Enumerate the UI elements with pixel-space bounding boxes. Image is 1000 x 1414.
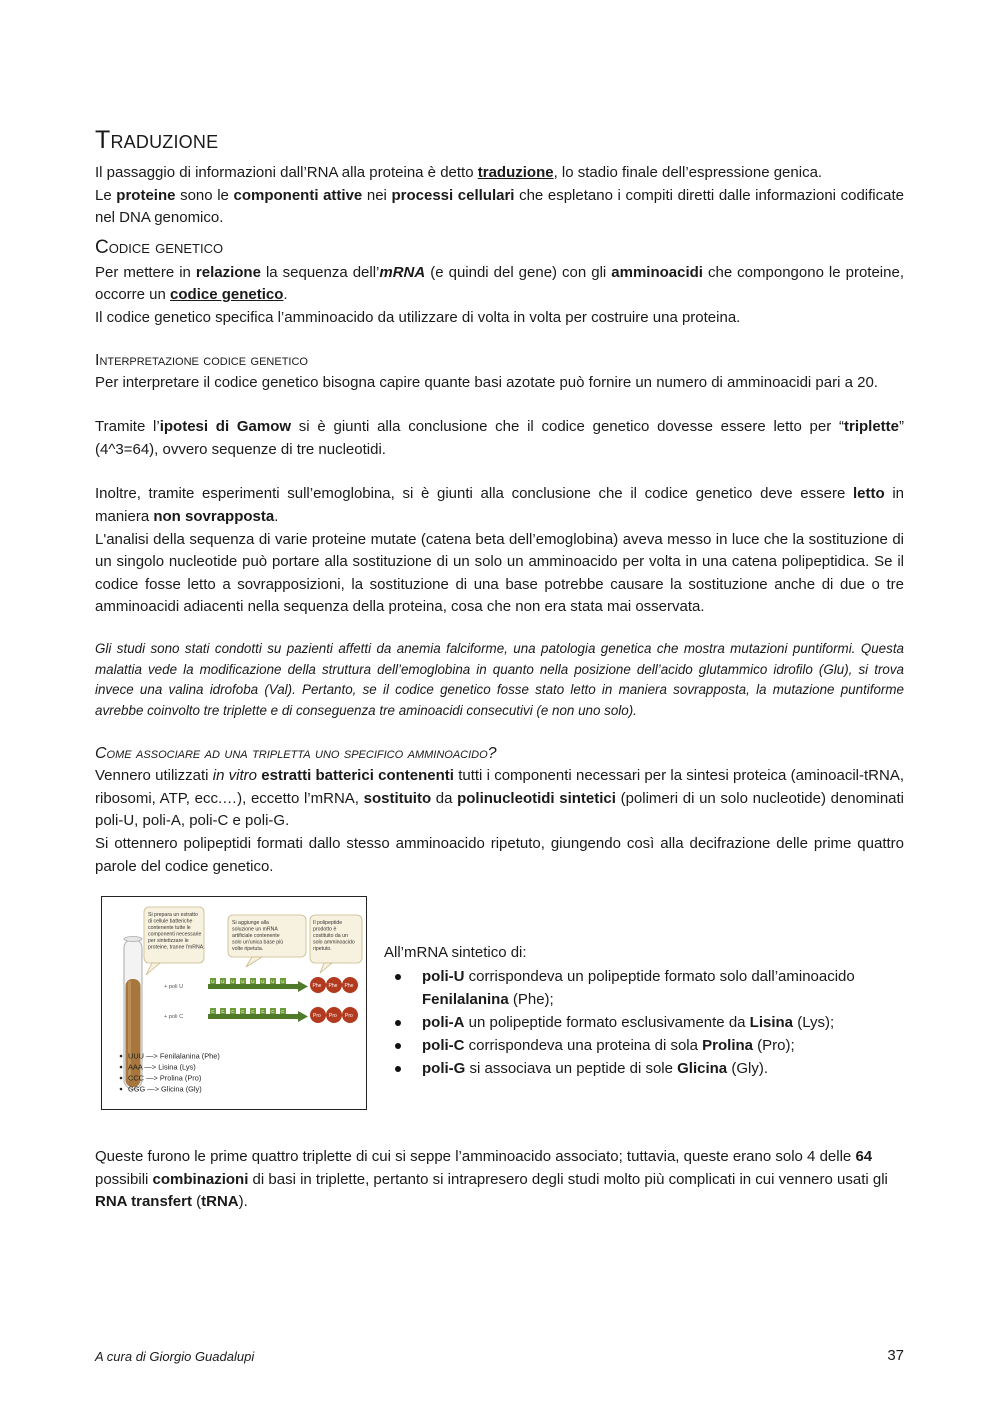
u-base: U (231, 979, 235, 985)
phe-label: Phe (344, 983, 354, 990)
pro-chain (310, 1007, 358, 1023)
phe-label: Phe (312, 983, 322, 990)
bubble-3-line: solo amminoacido (313, 939, 355, 946)
section-heading-associare: Come associare ad una tripletta uno specifico amminoacido? (95, 745, 497, 763)
bubble-2-line: artificiale contenente (232, 933, 280, 940)
c-base: C (241, 1009, 245, 1015)
list-item: poli-G si associava un peptide di sole Glicina (Gly). (384, 1057, 904, 1080)
poli-list (384, 942, 904, 1080)
legend-item: GGG —> Glicina (Gly) (128, 1084, 202, 1094)
bubble-3-line: prodotto è (313, 926, 337, 933)
analisi-paragraph: L'analisi della sequenza di varie proteine mutate (catena beta dell’emoglobina) aveva messo in luce che la sostituzione di un singolo nucleotide può portare alla sostituzione di un solo un amminoacido per volta in una catena polipeptidica. Se il codice fosse letto a sovrapposizioni, la sostituzione di una base potrebbe causare la sostituzione anche di due o tre amminoacidi adiacenti nella sequenza della proteina, cosa che non era stata mai osservata. (95, 530, 904, 616)
bubble-2-line: volte ripetuta. (232, 946, 264, 953)
list-item: poli-A un polipeptide formato esclusivamente da Lisina (Lys); (384, 1011, 904, 1034)
conclusione-paragraph: Queste furono le prime quattro triplette di cui si seppe l’amminoacido associato; tuttavia, queste erano solo 4 delle 64 possibili combinazioni di basi in triplette, pertanto si intrapresero degli studi molto più complicati in cui vennero usati gli RNA transfert (tRNA). (95, 1148, 888, 1211)
u-base: U (221, 979, 225, 985)
codice-paragraph: Per mettere in relazione la sequenza dell’mRNA (e quindi del gene) con gli amminoacidi che compongono le proteine, occorre un codice genetico. (95, 263, 904, 304)
poli-intro: All’mRNA sintetico di: (384, 944, 527, 962)
c-base: C (281, 1009, 285, 1015)
phe-chain (310, 977, 358, 993)
codice-paragraph-2: Il codice genetico specifica l’amminoacido da utilizzare di volta in volta per costruire una proteina. (95, 308, 741, 326)
bubble-1-line: Si prepara un estratto (148, 912, 198, 919)
bubble-1-line: per sintetizzare le (148, 938, 189, 945)
figure-row (95, 890, 904, 1110)
associare-paragraph-1: Vennero utilizzati in vitro estratti batterici contenenti tutti i componenti necessari per la sintesi proteica (aminoacil-tRNA, ribosomi, ATP, ecc.…), eccetto l’mRNA, sostituito da polinucleotidi sintetici (polimeri di un solo nucleotide) denominati poli-U, poli-A, poli-C e poli-G. (95, 767, 905, 830)
legend-item: UUU —> Fenilalanina (Phe) (128, 1051, 220, 1061)
c-base: C (261, 1009, 265, 1015)
u-base: U (251, 979, 255, 985)
list-item: poli-C corrispondeva una proteina di sola Prolina (Pro); (384, 1034, 904, 1057)
bubble-2-line: soluzione un mRNA (232, 926, 278, 933)
label-poli-c: + poli C (164, 1014, 184, 1021)
bubble-3-line: ripetuto. (313, 946, 332, 953)
c-base: C (221, 1009, 225, 1015)
u-base: U (211, 979, 215, 985)
u-base: U (281, 979, 285, 985)
label-poli-u: + poli U (164, 984, 184, 991)
u-base: U (271, 979, 275, 985)
pro-label: Pro (329, 1013, 337, 1020)
list-item: poli-U corrispondeva un polipeptide formato solo dall’aminoacido Fenilalanina (Phe); (384, 965, 904, 1011)
poli-c-strand (208, 1008, 308, 1022)
gamow-paragraph: Tramite l’ipotesi di Gamow si è giunti alla conclusione che il codice genetico dovesse essere letto per “triplette” (4^3=64), ovvero sequenze di tre nucleotidi. (95, 418, 904, 458)
interpretazione-paragraph-1: Per interpretare il codice genetico bisogna capire quante basi azotate può fornire un numero di amminoacidi pari a 20. (95, 373, 878, 391)
pro-label: Pro (345, 1013, 353, 1020)
footer-author: A cura di Giorgio Guadalupi (95, 1349, 255, 1364)
bubble-2-line: solo un'unica base più (232, 939, 284, 946)
experiment-figure (101, 896, 367, 1110)
section-heading-interpretazione: Interpretazione codice genetico (95, 351, 308, 369)
note-paragraph: Gli studi sono stati condotti su pazienti affetti da anemia falciforme, una patologia genetica che mostra mutazioni puntiformi. Questa malattia vede la modificazione della struttura dell’emoglobina in quanto nella posizione dell’acido glutammico idrofilo (Glu), si trova invece una valina idrofoba (Val). Pertanto, se il codice genetico fosse stato letto in maniera sovrapposta, la mutazione puntiforme avrebbe coinvolto tre triplette e di conseguenza tre aminoacidi consecutivi (e non uno solo). (95, 640, 904, 718)
c-base: C (251, 1009, 255, 1015)
page-number: 37 (887, 1347, 904, 1364)
pro-label: Pro (313, 1013, 321, 1020)
poli-u-strand (208, 978, 308, 992)
bubble-1 (144, 907, 205, 975)
bubble-2 (228, 915, 306, 967)
c-base: C (271, 1009, 275, 1015)
associare-paragraph-2: Si ottennero polipeptidi formati dallo stesso amminoacido ripetuto, giungendo così alla decifrazione delle prime quattro parole del codice genetico. (95, 835, 904, 875)
bubble-1-line: contenente tutte le (148, 925, 191, 932)
page-footer (95, 1349, 904, 1369)
bubble-1-line: proteine, tranne l'mRNA. (148, 944, 205, 951)
bubble-1-line: componenti necessarie (148, 931, 202, 938)
u-base: U (261, 979, 265, 985)
bubble-3-line: costituito da un (313, 933, 348, 940)
legend-item: AAA —> Lisina (Lys) (128, 1062, 196, 1072)
section-heading-codice: Codice genetico (95, 236, 224, 258)
c-base: C (211, 1009, 215, 1015)
emoglobina-paragraph: Inoltre, tramite esperimenti sull’emoglobina, si è giunti alla conclusione che il codice genetico deve essere letto in maniera non sovrapposta. (95, 485, 904, 525)
bubble-3 (310, 915, 362, 973)
legend-item: CCC —> Prolina (Pro) (128, 1073, 202, 1083)
c-base: C (231, 1009, 235, 1015)
bubble-3-line: Il polipeptide (313, 920, 343, 927)
u-base: U (241, 979, 245, 985)
page-content (95, 118, 904, 1214)
bubble-1-line: di cellule batteriche (148, 918, 193, 925)
page-title: Traduzione (95, 126, 219, 154)
bubble-2-line: Si aggiunge alla (232, 920, 269, 927)
phe-label: Phe (328, 983, 338, 990)
intro-paragraph: Il passaggio di informazioni dall’RNA alla proteina è detto traduzione, lo stadio finale dell’espressione genica. Le proteine sono le componenti attive nei processi cellulari che espletano i compiti diretti dalle informazioni codificate nel DNA genomico. (95, 164, 904, 227)
